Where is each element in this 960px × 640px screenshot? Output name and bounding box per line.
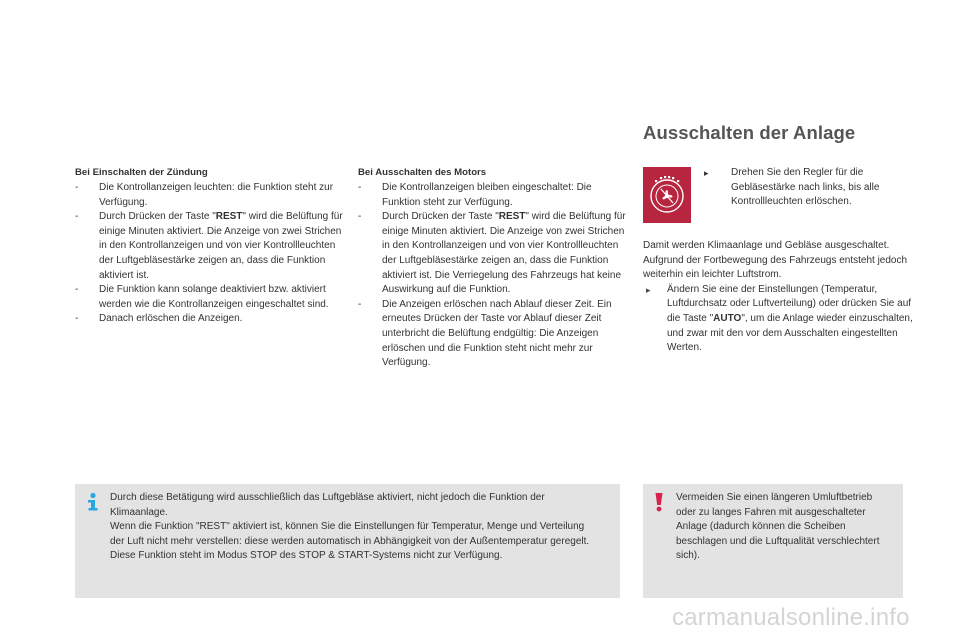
info-line: Diese Funktion steht im Modus STOP des STOP & START-Systems nicht zur Verfügung. [110, 550, 503, 562]
info-text [110, 491, 600, 564]
warning-box [643, 484, 903, 598]
list-item: - Danach erlöschen die Anzeigen. [75, 312, 345, 327]
column-engine-off [358, 166, 628, 371]
list-engine-off [358, 181, 628, 371]
fan-knob-icon [647, 173, 687, 217]
warning-icon [652, 492, 666, 512]
list-item: - Die Funktion kann solange deaktiviert bzw. aktiviert werden wie die Kontrollanzeigen eingeschaltet sind. [75, 283, 345, 312]
heading-engine-off: Bei Ausschalten des Motors [358, 167, 487, 178]
warning-text: Vermeiden Sie einen längeren Umluftbetrieb oder zu langes Fahren mit ausgeschalteter Anlage (dadurch können die Scheiben beschlagen und die Luftqualität verschlechtert sich). [676, 492, 880, 562]
key-label-rest: REST [498, 211, 526, 223]
watermark: carmanualsonline.info [672, 604, 910, 631]
arrow-bullet-icon: ▸ [704, 168, 709, 178]
switch-off-description [643, 239, 913, 356]
list-item: - Die Kontrollanzeigen leuchten: die Funktion steht zur Verfügung. [75, 181, 345, 210]
key-label-auto: AUTO [713, 312, 742, 324]
column-switch-off [643, 120, 913, 146]
info-icon [85, 492, 101, 512]
column-ignition-on [75, 166, 345, 327]
list-ignition-on [75, 181, 345, 327]
knob-instruction: ▸ Drehen Sie den Regler für die Gebläsestärke nach links, bis alle Kontrollleuchten erlöschen. [704, 167, 880, 208]
fan-knob-image [643, 167, 691, 223]
list-item: - Durch Drücken der Taste "REST" wird die Belüftung für einige Minuten aktiviert. Die Anzeige von zwei Strichen in den Kontrollanzeigen und von vier Kontrollleuchten der Luftgebläsestärke zeigen an, dass die Funktion aktiviert ist. [75, 210, 345, 283]
info-box [75, 484, 620, 598]
switch-off-paragraph: Damit werden Klimaanlage und Gebläse ausgeschaltet. Aufgrund der Fortbewegung des Fahrzeugs entsteht jedoch weiterhin ein leichter Luftstrom. [643, 240, 908, 281]
heading-ignition-on: Bei Einschalten der Zündung [75, 167, 208, 178]
list-item: - Die Kontrollanzeigen bleiben eingeschaltet: Die Funktion steht zur Verfügung. [358, 181, 628, 210]
key-label-rest: REST [215, 211, 243, 223]
switch-on-instruction: ▸ Ändern Sie eine der Einstellungen (Temperatur, Luftdurchsatz oder Luftverteilung) oder drücken Sie auf die Taste "AUTO", um die Anlage wieder einzuschalten, und zwar mit den vor dem Ausschalten eingestellten Werten. [646, 283, 913, 354]
list-item: - Die Anzeigen erlöschen nach Ablauf dieser Zeit. Ein erneutes Drücken der Taste vor Ablauf dieser Zeit unterbricht die Belüftung endgültig: Die Anzeigen erlöschen und die Funktion steht nicht mehr zur Verfügung. [358, 298, 628, 371]
info-line: Wenn die Funktion "REST" aktiviert ist, können Sie die Einstellungen für Temperatur, Menge und Verteilung der Luft nicht mehr verstellen: diese werden automatisch in Abhängigkeit von der Außentemperatur geregelt. [110, 521, 590, 547]
arrow-bullet-icon: ▸ [646, 284, 651, 295]
section-title: Ausschalten der Anlage [643, 122, 856, 143]
info-line: Durch diese Betätigung wird ausschließlich das Luftgebläse aktiviert, nicht jedoch die Funktion der Klimaanlage. [110, 492, 545, 518]
list-item: - Durch Drücken der Taste "REST" wird die Belüftung für einige Minuten aktiviert. Die Anzeige von zwei Strichen in den Kontrollanzeigen und von vier Kontrollleuchten der Luftgebläsestärke zeigen an, dass die Funktion aktiviert ist. Die Verriegelung des Fahrzeugs hat keine Auswirkung auf die Funktion. [358, 210, 628, 298]
